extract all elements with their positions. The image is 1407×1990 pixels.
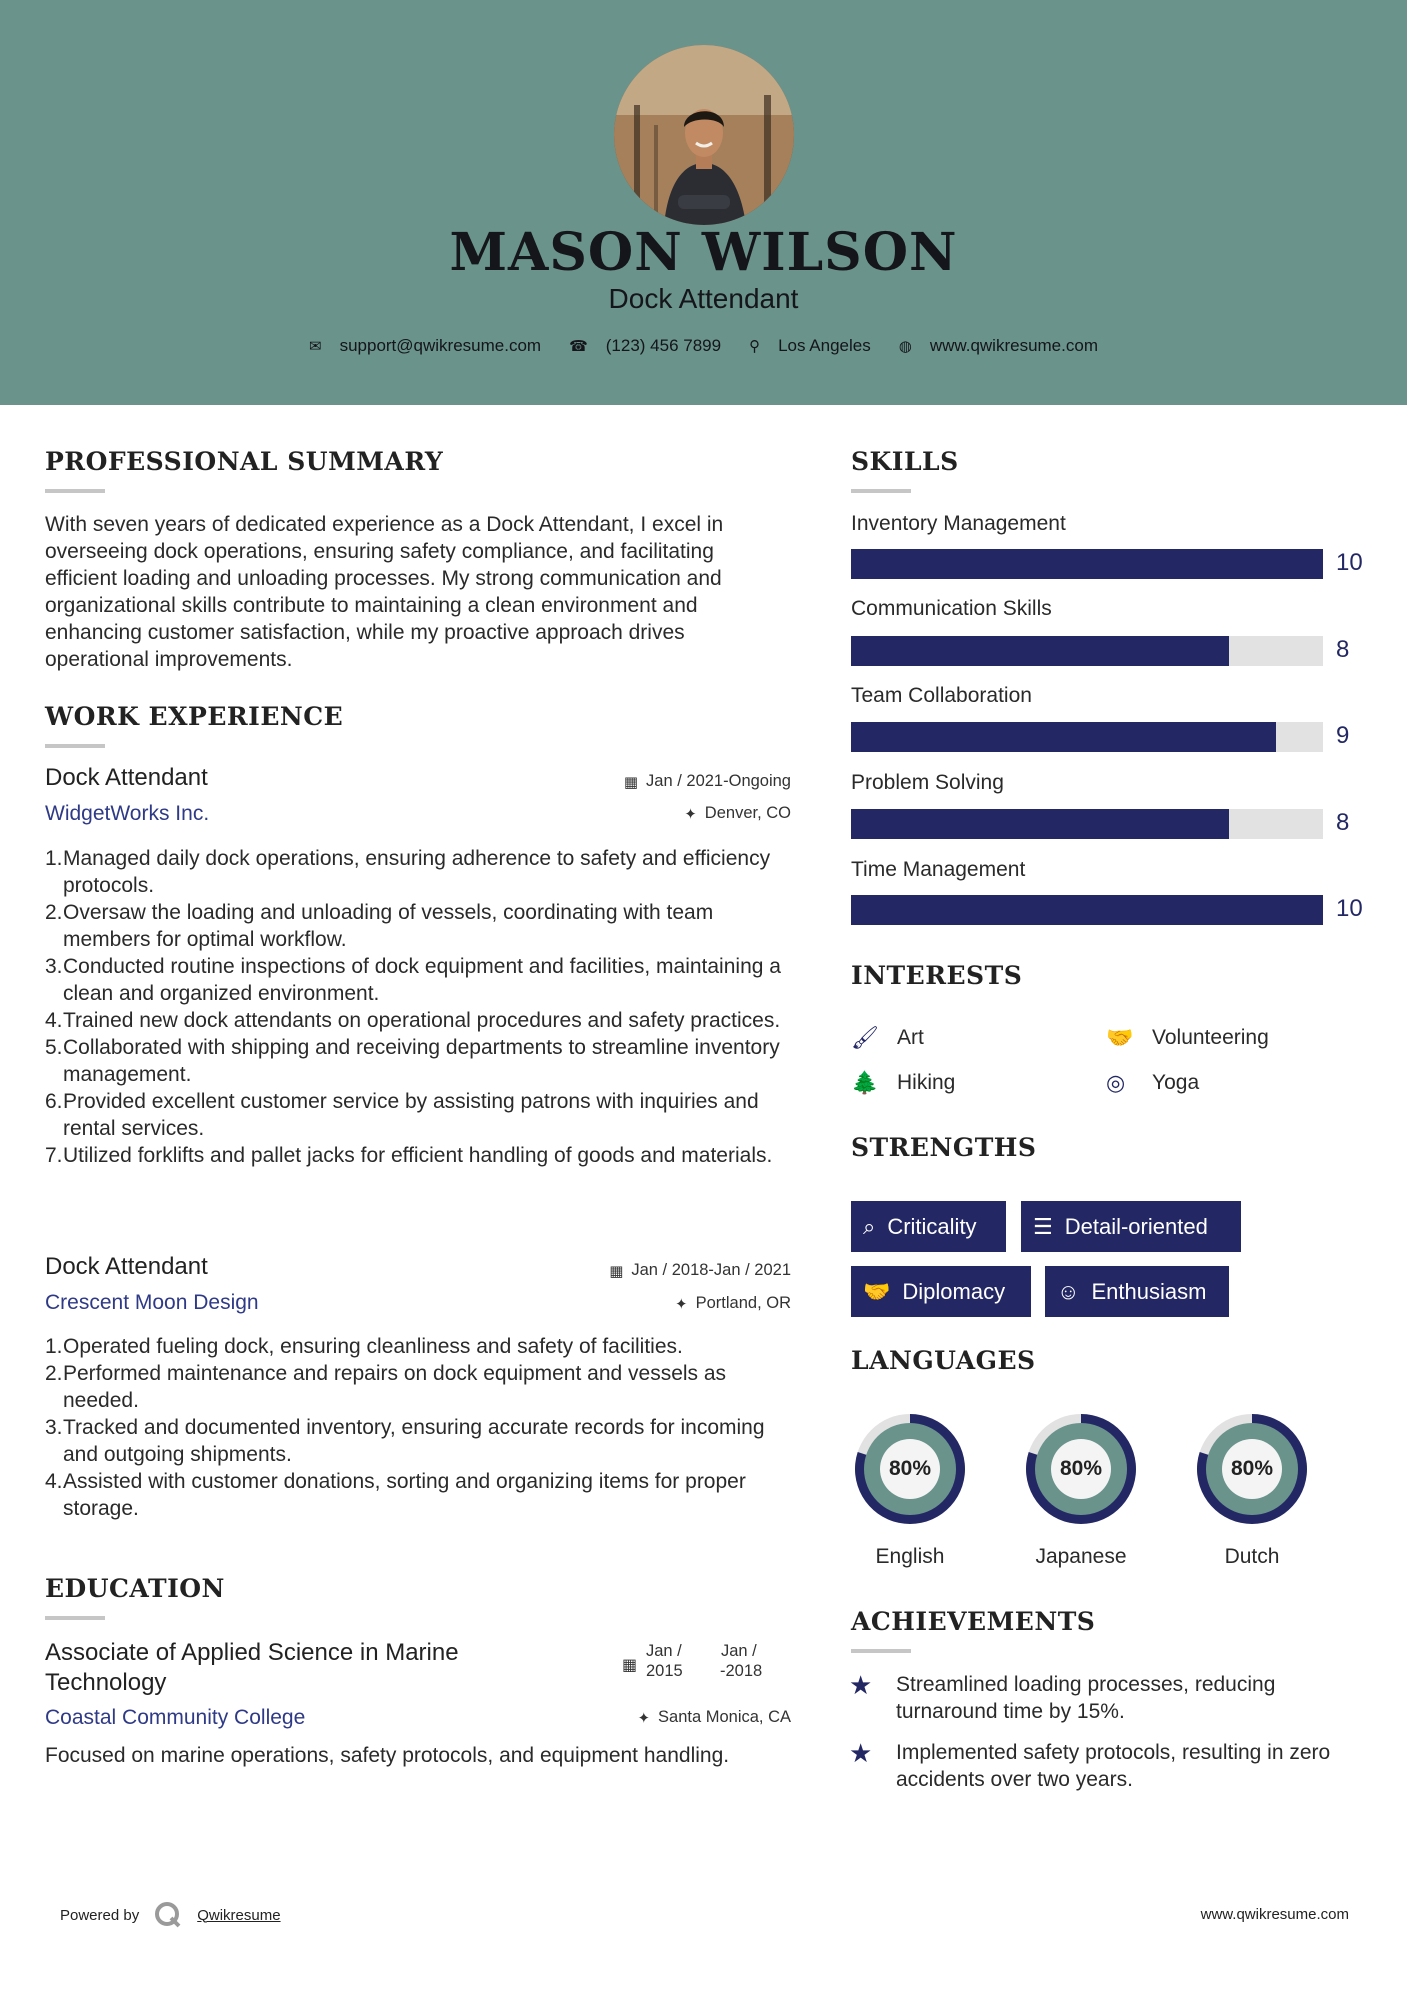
strength-badge	[1045, 1266, 1229, 1317]
skill-value: 10	[1336, 549, 1363, 576]
education-location	[500, 1708, 791, 1727]
handshake-icon: 🤝	[1106, 1025, 1134, 1050]
skill-value: 8	[1336, 636, 1350, 663]
language-name: Japanese	[1035, 1545, 1127, 1568]
skill-value: 8	[1336, 809, 1350, 836]
job-location	[500, 804, 791, 823]
education-location-text: Santa Monica, CA	[658, 1708, 791, 1726]
pushpin-icon: ✦	[637, 1709, 651, 1727]
education-end-year: -2018	[720, 1662, 763, 1680]
summary-divider	[45, 489, 105, 493]
list-item: 1. Managed daily dock operations, ensuring adherence to safety and efficiency protocols.	[45, 847, 771, 897]
job-bullets	[45, 1333, 805, 1522]
strength-badge	[851, 1266, 1031, 1317]
job-company: WidgetWorks Inc.	[45, 802, 210, 825]
strength-label: Diplomacy	[902, 1278, 1006, 1304]
skill-bar-fill	[851, 895, 1323, 925]
list-item-text: Collaborated with shipping and receiving departments to streamline inventory management.	[63, 1036, 780, 1086]
candidate-name: MASON WILSON	[449, 222, 958, 283]
star-award-icon: ★	[849, 1738, 873, 1768]
skill-bar-fill	[851, 636, 1229, 666]
phone-icon: ☎	[569, 338, 588, 355]
job-bullets	[45, 845, 805, 1169]
degree-title	[45, 1638, 459, 1698]
interest-item	[1106, 1070, 1199, 1096]
contact-location-text: Los Angeles	[778, 336, 871, 355]
pushpin-icon: ✦	[675, 1295, 688, 1313]
experience-heading: WORK EXPERIENCE	[45, 702, 344, 731]
education-end	[720, 1641, 762, 1681]
list-item: 7. Utilized forklifts and pallet jacks for efficient handling of goods and materials.	[45, 1144, 773, 1167]
strength-label: Enthusiasm	[1091, 1278, 1207, 1304]
strength-label: Criticality	[887, 1213, 977, 1239]
skill-bar-fill	[851, 809, 1229, 839]
job-dates-text: Jan / 2021-Ongoing	[646, 772, 791, 790]
summary-text: With seven years of dedicated experience as a Dock Attendant, I excel in overseeing dock operations, ensuring safety compliance, and facilitating efficient loading and unloading processes. My strong communication and organizational skills contribute to maintaining a clean environment and enhancing customer satisfaction, while my proactive approach drives operational improvements.	[45, 513, 724, 671]
location-pin-icon: ⚲	[749, 338, 761, 355]
interest-item	[851, 1070, 955, 1096]
education-divider	[45, 1616, 105, 1620]
language-ring	[1191, 1408, 1313, 1530]
skill-bar	[851, 636, 1323, 666]
profile-photo-illustration	[614, 45, 794, 225]
footer-site-link[interactable]: www.qwikresume.com	[1200, 1906, 1349, 1923]
interest-label: Yoga	[1152, 1071, 1200, 1094]
paintbrush-icon: 🖌	[851, 1025, 879, 1050]
language-name: Dutch	[1224, 1545, 1280, 1568]
skill-bar-fill	[851, 549, 1323, 579]
achievements-heading: ACHIEVEMENTS	[851, 1607, 1096, 1636]
profile-photo	[614, 45, 794, 225]
summary-heading: PROFESSIONAL SUMMARY	[45, 447, 444, 476]
calendar-icon: ▦	[609, 1262, 624, 1280]
interest-label: Art	[897, 1026, 924, 1049]
education-start-month: Jan /	[646, 1642, 682, 1660]
interest-item	[851, 1025, 924, 1051]
school-name: Coastal Community College	[45, 1706, 306, 1729]
list-item-text: Performed maintenance and repairs on dock equipment and vessels as needed.	[63, 1362, 727, 1412]
powered-by-label: Powered by	[60, 1906, 140, 1924]
footer-powered-by	[60, 1900, 281, 1930]
job-dates	[500, 1261, 791, 1280]
experience-divider	[45, 744, 105, 748]
list-item: 4. Assisted with customer donations, sorting and organizing items for proper storage.	[45, 1470, 746, 1520]
language-name: English	[875, 1545, 945, 1568]
list-item: 3. Conducted routine inspections of dock equipment and facilities, maintaining a clean and organized environment.	[45, 955, 781, 1005]
achievement-text: Streamlined loading processes, reducing turnaround time by 15%.	[896, 1673, 1276, 1723]
list-item: 2. Oversaw the loading and unloading of vessels, coordinating with team members for optimal workflow.	[45, 901, 714, 951]
education-start-year: 2015	[646, 1662, 683, 1680]
list-item-text: Operated fueling dock, ensuring cleanliness and safety of facilities.	[63, 1335, 683, 1358]
list-item-text: Trained new dock attendants on operational procedures and safety practices.	[63, 1009, 781, 1032]
brand-link[interactable]: Qwikresume	[197, 1906, 281, 1924]
calendar-icon: ▦	[622, 1657, 638, 1674]
skill-bar	[851, 809, 1323, 839]
contact-website-text: www.qwikresume.com	[929, 336, 1098, 355]
skill-bar	[851, 549, 1323, 579]
skill-bar-fill	[851, 722, 1276, 752]
list-item: 3. Tracked and documented inventory, ensuring accurate records for incoming and outgoing shipments.	[45, 1416, 765, 1466]
lifebuoy-icon: ◎	[1106, 1070, 1126, 1095]
degree-title-line1: Associate of Applied Science in Marine	[45, 1639, 459, 1666]
education-heading: EDUCATION	[45, 1574, 225, 1603]
list-item: 1. Operated fueling dock, ensuring cleanliness and safety of facilities.	[45, 1335, 683, 1358]
list-item-text: Managed daily dock operations, ensuring adherence to safety and efficiency protocols.	[63, 847, 771, 897]
language-percent: 80%	[1059, 1457, 1103, 1480]
skill-value: 9	[1336, 722, 1350, 749]
skill-value: 10	[1336, 895, 1363, 922]
language-ring	[849, 1408, 971, 1530]
strength-badge	[1021, 1201, 1241, 1252]
smile-icon: ☺	[1057, 1278, 1080, 1304]
language-percent: 80%	[1230, 1457, 1274, 1480]
education-end-month: Jan /	[721, 1642, 757, 1660]
skills-heading: SKILLS	[851, 447, 959, 476]
strength-label: Detail-oriented	[1064, 1213, 1208, 1239]
skill-bar	[851, 722, 1323, 752]
achievement-text: Implemented safety protocols, resulting in zero accidents over two years.	[896, 1741, 1331, 1791]
job-title: Dock Attendant	[45, 764, 208, 791]
star-award-icon: ★	[849, 1670, 873, 1700]
list-item: 5. Collaborated with shipping and receiving departments to streamline inventory management.	[45, 1036, 780, 1086]
contact-website[interactable]	[899, 336, 1098, 356]
skills-divider	[851, 489, 911, 493]
contact-bar	[0, 336, 1407, 356]
language-ring	[1020, 1408, 1142, 1530]
job-company: Crescent Moon Design	[45, 1291, 259, 1314]
list-item-text: Oversaw the loading and unloading of vessels, coordinating with team members for optimal workflow.	[63, 901, 714, 951]
job-location-text: Denver, CO	[704, 804, 791, 822]
achievements-divider	[851, 1649, 911, 1653]
contact-email-text: support@qwikresume.com	[339, 336, 542, 355]
skill-label: Time Management	[851, 858, 1026, 881]
handshake-icon: 🤝	[863, 1278, 891, 1304]
skill-label: Team Collaboration	[851, 684, 1032, 707]
job-title: Dock Attendant	[45, 1253, 208, 1280]
resume-header	[0, 0, 1407, 405]
job-location	[500, 1294, 791, 1313]
search-icon: ⌕	[863, 1213, 876, 1239]
contact-phone-text: (123) 456 7899	[605, 336, 722, 355]
list-item-text: Conducted routine inspections of dock equipment and facilities, maintaining a clean and organized environment.	[63, 955, 781, 1005]
list-item-text: Provided excellent customer service by assisting patrons with inquiries and rental services.	[63, 1090, 759, 1140]
list-item-text: Tracked and documented inventory, ensuring accurate records for incoming and outgoing shipments.	[63, 1416, 765, 1466]
interest-label: Hiking	[897, 1071, 956, 1094]
interest-item	[1106, 1025, 1269, 1051]
interests-heading: INTERESTS	[851, 961, 1023, 990]
qwikresume-logo-icon	[153, 1900, 183, 1930]
envelope-icon: ✉	[309, 338, 322, 355]
list-item: 2. Performed maintenance and repairs on dock equipment and vessels as needed.	[45, 1362, 727, 1412]
tree-icon: 🌲	[851, 1070, 879, 1095]
globe-icon: ◍	[898, 338, 912, 355]
contact-phone[interactable]	[569, 336, 721, 356]
contact-location	[749, 336, 871, 356]
list-icon: ☰	[1033, 1213, 1053, 1239]
job-dates-text: Jan / 2018-Jan / 2021	[631, 1261, 791, 1279]
strengths-heading: STRENGTHS	[851, 1133, 1037, 1162]
skill-label: Inventory Management	[851, 512, 1066, 535]
skill-bar	[851, 895, 1323, 925]
pushpin-icon: ✦	[684, 805, 697, 823]
candidate-role: Dock Attendant	[608, 283, 799, 314]
strength-badge	[851, 1201, 1006, 1252]
job-dates	[500, 772, 791, 791]
language-percent: 80%	[888, 1457, 932, 1480]
degree-title-line2: Technology	[45, 1669, 167, 1696]
list-item-text: Assisted with customer donations, sorting and organizing items for proper storage.	[63, 1470, 746, 1520]
list-item: 4. Trained new dock attendants on operational procedures and safety practices.	[45, 1009, 781, 1032]
education-start	[646, 1641, 683, 1681]
job-location-text: Portland, OR	[695, 1294, 791, 1312]
education-text: Focused on marine operations, safety protocols, and equipment handling.	[45, 1744, 730, 1767]
languages-heading: LANGUAGES	[851, 1346, 1036, 1375]
calendar-icon: ▦	[623, 773, 639, 791]
skill-label: Problem Solving	[851, 771, 1004, 794]
skill-label: Communication Skills	[851, 597, 1052, 620]
interest-label: Volunteering	[1152, 1026, 1269, 1049]
list-item-text: Utilized forklifts and pallet jacks for efficient handling of goods and materials.	[63, 1144, 773, 1167]
list-item: 6. Provided excellent customer service by assisting patrons with inquiries and rental services.	[45, 1090, 759, 1140]
contact-email[interactable]	[309, 336, 541, 356]
